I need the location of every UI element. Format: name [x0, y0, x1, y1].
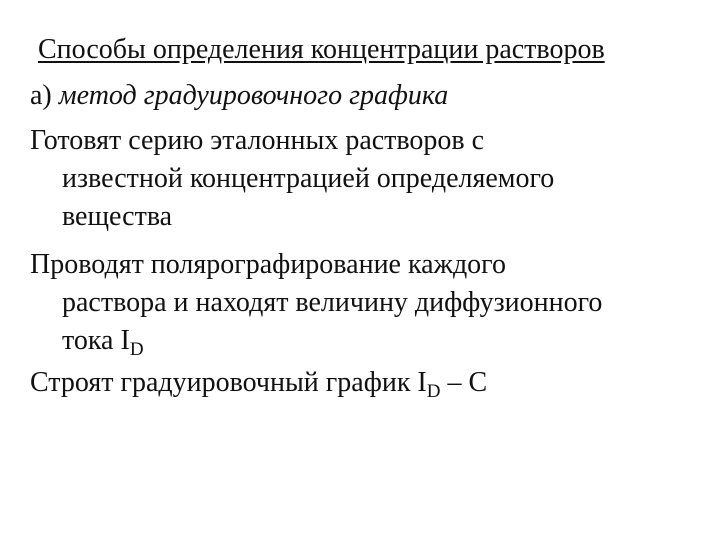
paragraph-line: Готовят серию эталонных растворов с	[30, 125, 485, 156]
paragraph-line	[30, 322, 710, 360]
subheading-prefix: а)	[30, 80, 52, 111]
subheading-method-name: метод градуировочного графика	[58, 80, 449, 111]
paragraph-line: Проводят полярографирование каждого	[30, 249, 506, 280]
step-polarography	[30, 246, 710, 360]
current-label: тока I	[62, 325, 130, 356]
method-subheading	[30, 80, 448, 112]
graph-axis-text: – C	[440, 367, 488, 398]
paragraph-line	[30, 364, 710, 402]
paragraph-line: раствора и находят величину диффузионного	[62, 287, 603, 318]
paragraph-line: вещества	[62, 201, 173, 232]
step-build-graph	[30, 364, 710, 402]
current-subscript: D	[129, 339, 144, 360]
graph-text: Строят градуировочный график I	[30, 367, 427, 398]
graph-subscript: D	[426, 381, 441, 402]
step-prepare-standards	[30, 122, 710, 236]
paragraph-line: известной концентрацией определяемого	[62, 163, 555, 194]
slide-title: Способы определения концентрации растворов	[38, 34, 605, 65]
